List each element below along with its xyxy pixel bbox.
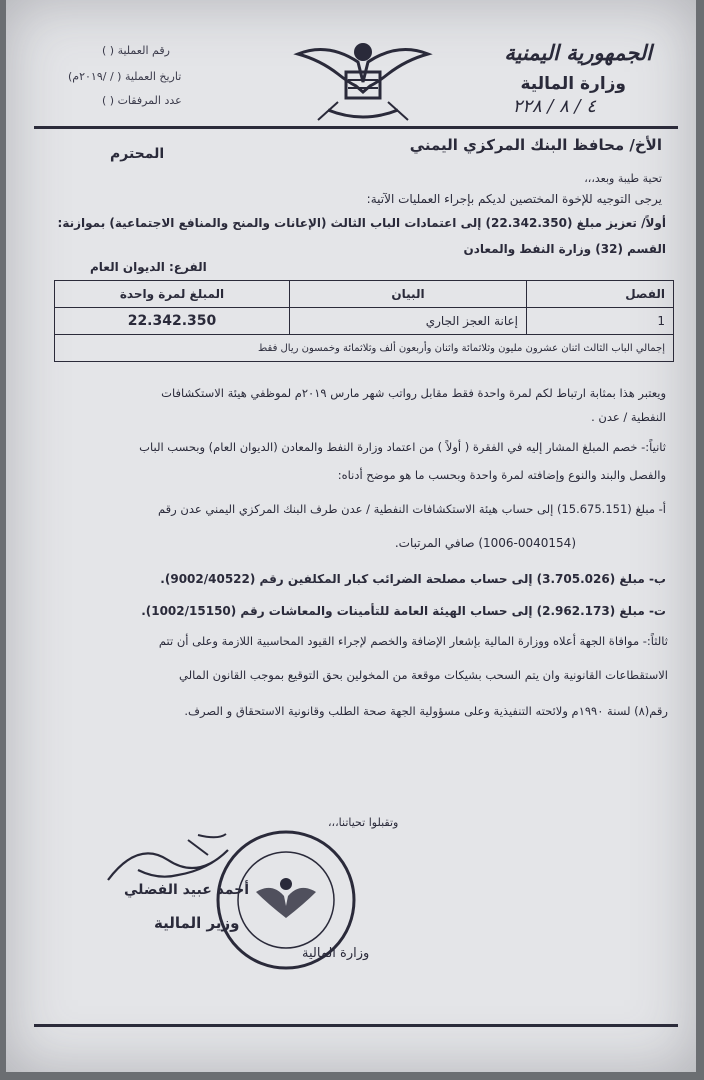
second-clause-1: ثانياً:- خصم المبلغ المشار إليه في الفقرة ( أولاً ) من اعتماد وزارة النفط والمعادن (الديوان العام) وبحسب الباب	[139, 440, 666, 454]
table-total-row	[55, 335, 674, 362]
branch-line: الفرع: الديوان العام	[90, 260, 207, 274]
item-a-1: أ- مبلغ (15.675.151) إلى حساب هيئة الاستكشافات النفطية / عدن طرف البنك المركزي اليمني عدن رقم	[158, 502, 666, 516]
item-b: ب- مبلغ (3.705.026) إلى حساب مصلحة الضرائب كبار المكلفين رقم (9002/40522).	[160, 572, 666, 586]
second-clause-2: والفصل والبند والنوع وإضافته لمرة واحدة وبحسب ما هو موضح أدناه:	[337, 468, 666, 482]
third-clause-1: ثالثاً:- موافاة الجهة أعلاه ووزارة المالية بإشعار الإضافة والخصم لإجراء القيود المحاسبية اللازمة وعلى أن تتم	[158, 634, 668, 648]
cell-amount: 22.342.350	[55, 308, 290, 335]
republic-emblem-icon	[288, 32, 438, 124]
header-divider	[34, 126, 678, 129]
handwritten-reference: ٤ / ٨ / ٢٢٨	[512, 96, 596, 117]
item-a-2: (1006-0040154) صافي المرتبات.	[394, 536, 576, 550]
cell-total: إجمالي الباب الثالث اثنان عشرون مليون وثلاثمائة واثنان وأربعون ألف وثلاثمائة وخمسون ريال فقط	[55, 335, 674, 362]
addressee-line: الأخ/ محافظ البنك المركزي اليمني	[409, 136, 662, 154]
ministry-title: وزارة المالية	[520, 74, 626, 94]
item-c: ت- مبلغ (2.962.173) إلى حساب الهيئة العامة للتأمينات والمعاشات رقم (1002/15150).	[141, 604, 666, 618]
paragraph-commitment-1: ويعتبر هذا بمثابة ارتباط لكم لمرة واحدة فقط مقابل رواتب شهر مارس ٢٠١٩م لموظفي هيئة الاستكشافات	[161, 386, 666, 400]
header-statement: البيان	[290, 281, 527, 308]
intro-line: يرجى التوجيه للإخوة المختصين لديكم بإجراء العمليات الآتية:	[366, 192, 662, 206]
attachments-count-label: عدد المرفقات ( )	[102, 94, 182, 107]
third-clause-2: الاستقطاعات القانونية وان يتم السحب بشيكات موقعة من المخولين بحق التوقيع بموجب القانون المالي	[179, 668, 668, 682]
allocation-table	[54, 280, 674, 362]
paragraph-commitment-2: النفطية / عدن .	[591, 410, 666, 424]
first-clause: أولاً/ تعزيز مبلغ (22.342.350) إلى اعتمادات الباب الثالث (الإعانات والمنح والمنافع الاجتماعية) بموازنة:	[57, 216, 666, 230]
seal-text: وزارة المالية	[302, 946, 370, 961]
table-header-row	[55, 281, 674, 308]
addressee-honorific: المحترم	[110, 146, 165, 162]
republic-title: الجمهورية اليمنية	[504, 40, 652, 65]
footer-divider	[34, 1024, 678, 1027]
cell-chapter: 1	[527, 308, 674, 335]
section-line: القسم (32) وزارة النفط والمعادن	[463, 242, 666, 256]
signer-name: أحمد عبيد الفضلي	[124, 882, 249, 898]
operation-date-label: تاريخ العملية ( / /٢٠١٩م)	[68, 70, 182, 83]
header-amount: المبلغ لمرة واحدة	[55, 281, 290, 308]
greeting-line: تحية طيبة وبعد،،،	[584, 172, 662, 185]
closing-regards: وتقبلوا تحياتنا،،،	[328, 816, 399, 829]
cell-statement: إعانة العجز الجاري	[290, 308, 527, 335]
document-sheet	[6, 0, 696, 1072]
header-chapter: الفصل	[527, 281, 674, 308]
third-clause-3: رقم(٨) لسنة ١٩٩٠م ولائحته التنفيذية وعلى مسؤولية الجهة صحة الطلب وقانونية الاستحقاق و الصرف.	[184, 704, 668, 718]
signer-title: وزير المالية	[154, 914, 240, 932]
operation-number-label: رقم العملية ( )	[102, 44, 170, 57]
table-row	[55, 308, 674, 335]
